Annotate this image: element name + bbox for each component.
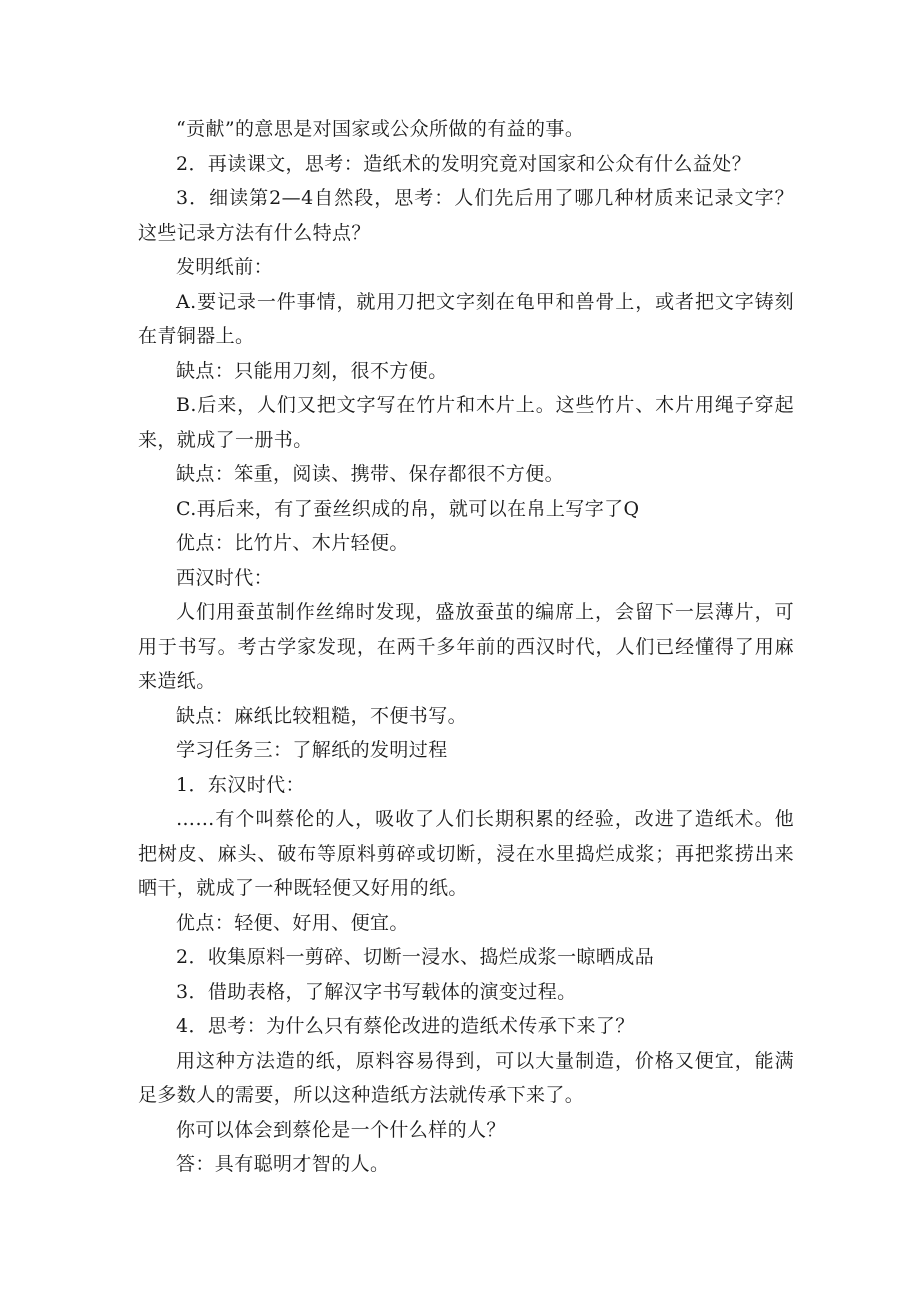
paragraph-before-paper-heading: 发明纸前： <box>176 256 274 278</box>
paragraph-method-a-drawback: 缺点：只能用刀刻，很不方便。 <box>176 359 448 382</box>
paragraph-process-steps: 2．收集原料一剪碎、切断一浸水、捣烂成浆一晾晒成品 <box>176 946 655 968</box>
paragraph-method-a: A.要记录一件事情，就用刀把文字刻在龟甲和兽骨上，或者把文字铸刻在青铜器上。 <box>138 290 794 347</box>
paragraph-method-b: B.后来，人们又把文字写在竹片和木片上。这些竹片、木片用绳子穿起来，就成了一册书。 <box>138 394 794 451</box>
paragraph-question-2: 2．再读课文，思考：造纸术的发明究竟对国家和公众有什么益处？ <box>176 152 752 175</box>
paragraph-method-b-drawback: 缺点：笨重，阅读、携带、保存都很不方便。 <box>176 463 565 485</box>
paragraph-cai-lun-answer: 答：具有聪明才智的人。 <box>176 1153 390 1175</box>
document-body <box>138 112 794 1182</box>
paragraph-cai-lun-text: ……有个叫蔡伦的人，吸收了人们长期积累的经验，改进了造纸术。他把树皮、麻头、破布等原料剪碎或切断，浸在水里捣烂成浆；再把浆捞出来晒干，就成了一种既轻便又好用的纸。 <box>138 808 794 899</box>
paragraph-eastern-han-heading: 1．东汉时代： <box>176 773 305 796</box>
paragraph-question-3: 3．细读第2—4自然段，思考：人们先后用了哪几种材质来记录文字？这些记录方法有什么特点？ <box>138 187 794 244</box>
paragraph-hemp-paper-drawback: 缺点：麻纸比较粗糙，不便书写。 <box>176 704 468 727</box>
paragraph-western-han-text: 人们用蚕茧制作丝绵时发现，盛放蚕茧的编席上，会留下一层薄片，可用于书写。考古学家发现，在两千多年前的西汉时代，人们已经懂得了用麻来造纸。 <box>138 601 794 692</box>
paragraph-western-han-heading: 西汉时代： <box>176 566 274 589</box>
paragraph-question-4: 4．思考：为什么只有蔡伦改进的造纸术传承下来了？ <box>176 1015 635 1037</box>
paragraph-method-c: C.再后来，有了蚕丝织成的帛，就可以在帛上写字了Q <box>176 497 640 520</box>
paragraph-task-three-heading: 学习任务三：了解纸的发明过程 <box>176 739 448 761</box>
paragraph-question-4-answer: 用这种方法造的纸，原料容易得到，可以大量制造，价格又便宜，能满足多数人的需要，所以这种造纸方法就传承下来了。 <box>138 1049 794 1106</box>
paragraph-table-task: 3．借助表格，了解汉字书写载体的演变过程。 <box>176 980 577 1003</box>
paragraph-method-c-advantage: 优点：比竹片、木片轻便。 <box>176 532 409 554</box>
paragraph-cai-lun-advantage: 优点：轻便、好用、便宜。 <box>176 911 409 934</box>
paragraph-gongxian-definition: “贡献”的意思是对国家或公众所做的有益的事。 <box>176 118 585 140</box>
paragraph-cai-lun-question: 你可以体会到蔡伦是一个什么样的人？ <box>176 1118 506 1141</box>
